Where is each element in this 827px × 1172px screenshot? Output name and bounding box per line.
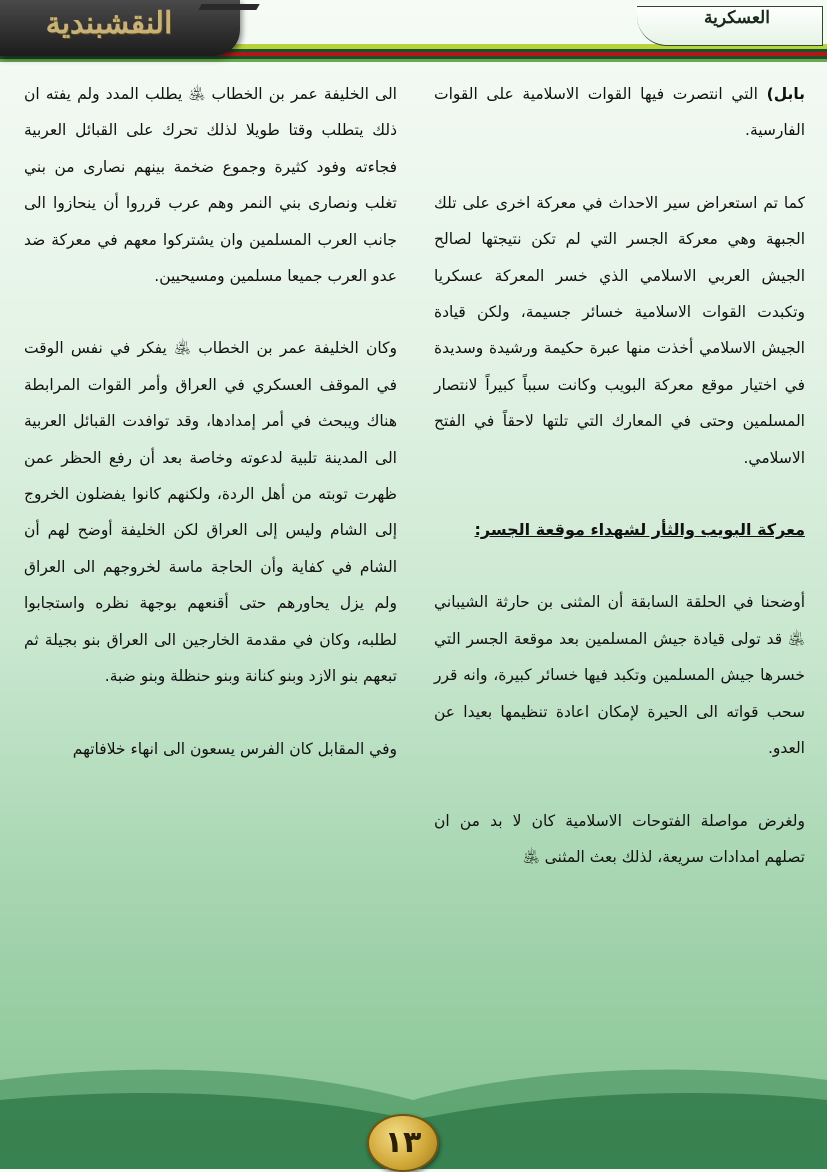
paragraph-text: التي انتصرت فيها القوات الاسلامية على القوات الفارسية. bbox=[434, 85, 805, 140]
paragraph-gap bbox=[434, 548, 805, 584]
paragraph-gap bbox=[434, 149, 805, 185]
paragraph-gap bbox=[434, 767, 805, 803]
banner-accent bbox=[198, 4, 259, 10]
section-title: العسكرية bbox=[704, 8, 770, 28]
paragraph: ولغرض مواصلة الفتوحات الاسلامية كان لا بد من ان تصلهم امدادات سريعة، لذلك بعث المثنى ﵁ bbox=[434, 811, 805, 866]
section-heading: معركة البويب والثأر لشهداء موقعة الجسر: bbox=[474, 520, 805, 540]
page-number-badge: ١٣ bbox=[367, 1114, 439, 1172]
article-column-right bbox=[434, 76, 805, 875]
header-stripe-green bbox=[0, 59, 827, 62]
paragraph: كما تم استعراض سير الاحداث في معركة اخرى على تلك الجبهة وهي معركة الجسر التي لم تكن نتيجتها لصالح الجيش العربي الاسلامي الذي خسر المعركة عسكريا وتكبدت القوات الاسلامية خسائر جسيمة، ولكن قيادة الجيش الاسلامي أخذت منها عبرة حكيمة ورشيدة وسديدة في اختيار موقع معركة البويب وكانت سبباً كبيراً لانتصار المسلمين وحتى في المعارك التي تلتها لاحقاً في الفتح الاسلامي. bbox=[434, 193, 805, 467]
article-column-left bbox=[24, 76, 397, 767]
paragraph-gap bbox=[24, 695, 397, 731]
magazine-title: النقشبندية bbox=[45, 6, 173, 41]
paragraph: وكان الخليفة عمر بن الخطاب ﵁ يفكر في نفس الوقت في الموقف العسكري في العراق وأمر القوات المرابطة هناك ويبحث في أمر إمدادها، وقد توافدت القبائل العربية الى المدينة تلبية لدعوته وخاصة بعد أن رفع الحظر عمن ظهرت توبته من أهل الردة، ولكنهم كانوا يفضلون الخروج إلى الشام وليس إلى العراق لكن الخليفة أوضح لهم أن الشام في كفاية وأن الحاجة ماسة لخروجهم الى العراق ولم يزل يحاورهم حتى أقنعهم بوجهة نظره واستجابوا لطلبه، وكان في مقدمة الخارجين الى العراق بنو بجيلة ثم تبعهم بنو الازد وبنو كنانة وبنو حنظلة وبنو ضبة. bbox=[24, 339, 397, 686]
paragraph: الى الخليفة عمر بن الخطاب ﵁ يطلب المدد ولم يفته ان ذلك يتطلب وقتا طويلا لذلك تحرك على القبائل العربية فجاءته وفود كثيرة وجموع ضخمة بينهم نصارى من بني تغلب ونصارى بني النمر وهم عرب قرروا أن ينحازوا الى جانب العرب المسلمين وان يشتركوا معهم في معركة ضد عدو العرب جميعا مسلمين ومسيحيين. bbox=[24, 85, 397, 286]
paragraph-gap bbox=[24, 294, 397, 330]
paragraph-gap bbox=[434, 476, 805, 512]
paragraph: وفي المقابل كان الفرس يسعون الى انهاء خلافاتهم bbox=[72, 739, 397, 758]
paragraph bbox=[434, 76, 805, 149]
paragraph-lead: بابل) bbox=[766, 85, 805, 103]
paragraph: أوضحنا في الحلقة السابقة أن المثنى بن حارثة الشيباني ﵁ قد تولى قيادة جيش المسلمين بعد موقعة الجسر التي خسرها جيش المسلمين وتكبد فيها خسائر كبيرة، وانه قرر سحب قواته الى الحيرة لإمكان اعادة تنظيمها بعيدا عن العدو. bbox=[434, 593, 805, 758]
